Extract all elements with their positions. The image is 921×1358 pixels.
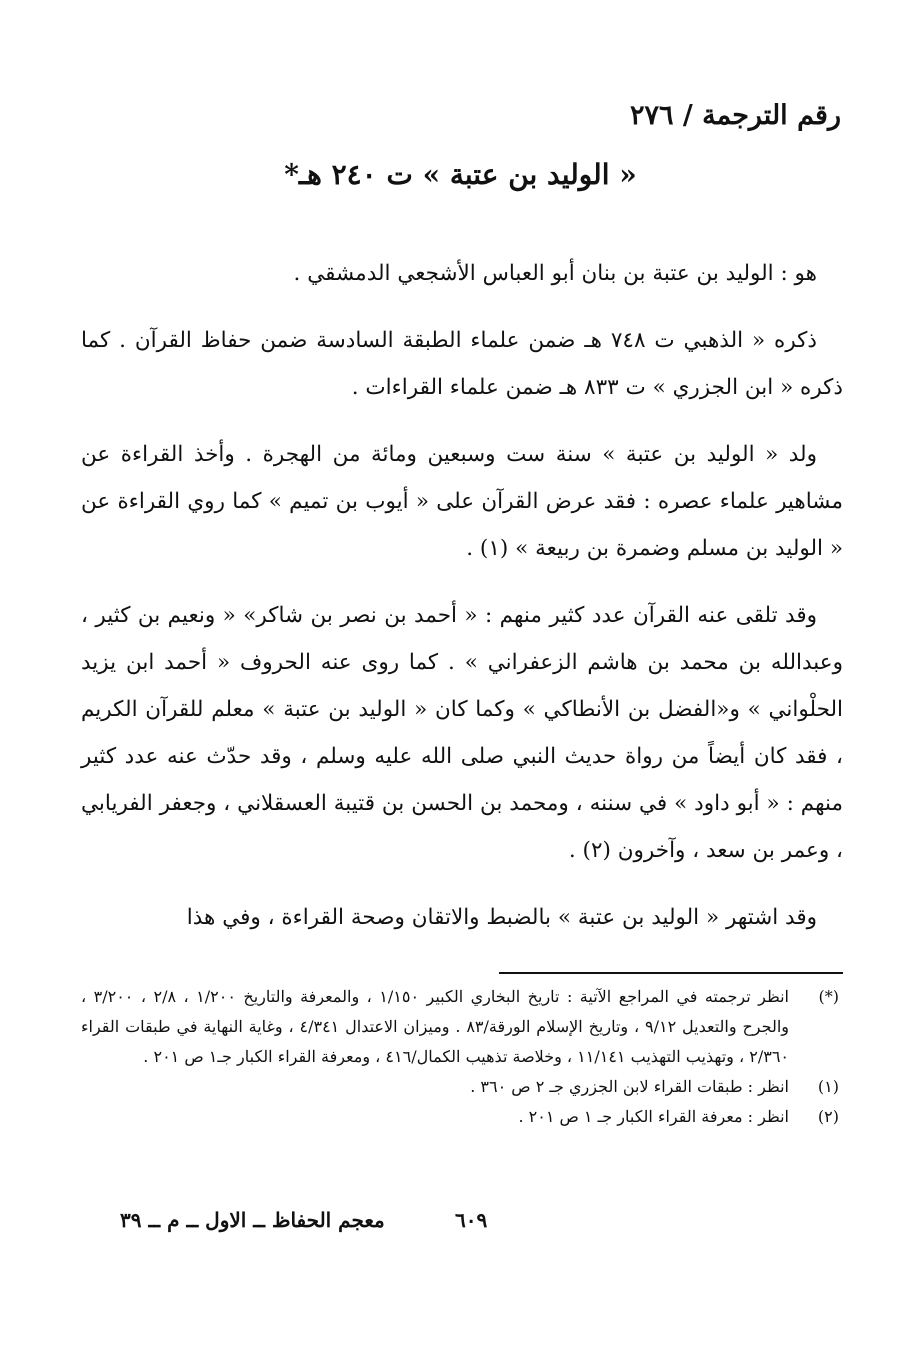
page-number: ٦٠٩	[455, 1208, 488, 1232]
footnote-2	[81, 1102, 843, 1132]
entry-number-heading: رقم الترجمة / ٢٧٦	[629, 100, 841, 131]
footnote-text: انظر ترجمته في المراجع الآتية : تاريخ البخاري الكبير ١/١٥٠ ، والمعرفة والتاريخ ١/٢٠٠ ، ٢/٨ ، ٣/٢٠٠ ، والجرح والتعديل ٩/١٢ ، وتاريخ الإسلام الورقة/٨٣ . وميزان الاعتدال ٤/٣٤١ ، وغاية النهاية في طبقات القراء ٢/٣٦٠ ، وتهذيب التهذيب ١١/١٤١ ، وخلاصة تذهيب الكمال/٤١٦ ، ومعرفة القراء الكبار جـ١ ص ٢٠١ .	[81, 987, 789, 1066]
footnote-marker: (٢)	[817, 1107, 839, 1126]
footnote-text: انظر : معرفة القراء الكبار جـ ١ ص ٢٠١ .	[518, 1107, 789, 1126]
body-text	[81, 250, 843, 961]
footnote-1	[81, 1072, 843, 1102]
paragraph-reputation: وقد اشتهر « الوليد بن عتبة » بالضبط والاتقان وصحة القراءة ، وفي هذا	[186, 905, 817, 930]
footnote-text: انظر : طبقات القراء لابن الجزري جـ ٢ ص ٣٦٠ .	[470, 1077, 789, 1096]
paragraph-identity: هو : الوليد بن عتبة بن بنان أبو العباس الأشجعي الدمشقي .	[293, 261, 817, 286]
footnote-marker: (*)	[818, 987, 839, 1006]
running-footer	[120, 1208, 843, 1240]
footnotes	[81, 982, 843, 1132]
paragraph-birth-teachers: ولد « الوليد بن عتبة » سنة ست وسبعين ومائة من الهجرة . وأخذ القراءة عن مشاهير علماء عصره : فقد عرض القرآن على « أيوب بن تميم » كما روي القراءة عن « الوليد بن مسلم وضمرة بن ربيعة » (١) .	[81, 442, 843, 561]
running-book-title: معجم الحفاظ ــ الاول ــ م ــ ٣٩	[120, 1208, 385, 1232]
footnote-sources	[81, 982, 843, 1072]
footnote-separator	[499, 972, 843, 974]
paragraph-mentions: ذكره « الذهبي ت ٧٤٨ هـ ضمن علماء الطبقة السادسة ضمن حفاظ القرآن . كما ذكره « ابن الجزري » ت ٨٣٣ هـ ضمن علماء القراءات .	[81, 328, 843, 400]
paragraph-students: وقد تلقى عنه القرآن عدد كثير منهم : « أحمد بن نصر بن شاكر» « ونعيم بن كثير ، وعبدالله بن محمد بن هاشم الزعفراني » . كما روى عنه الحروف « أحمد ابن يزيد الحلْواني » و«الفضل بن الأنطاكي » وكما كان « الوليد بن عتبة » معلم للقرآن الكريم ، فقد كان أيضاً من رواة حديث النبي صلى الله عليه وسلم ، وقد حدّث عنه عدد كثير منهم : « أبو داود » في سننه ، ومحمد بن الحسن بن قتيبة العسقلاني ، وجعفر الفريابي ، وعمر بن سعد ، وآخرون (٢) .	[81, 603, 843, 863]
entry-title: « الوليد بن عتبة » ت ٢٤٠ هـ*	[284, 158, 637, 191]
footnote-marker: (١)	[817, 1077, 839, 1096]
